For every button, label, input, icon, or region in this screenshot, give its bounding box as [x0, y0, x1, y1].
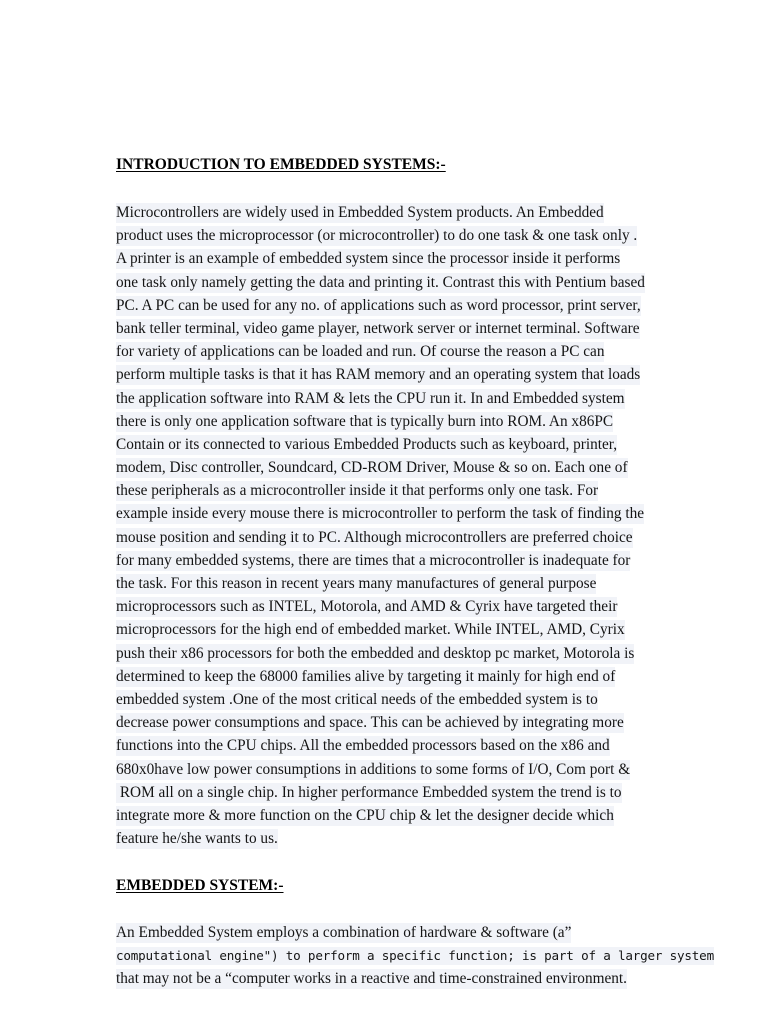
line-text: for many embedded systems, there are times that a microcontroller is inadequate for — [116, 551, 631, 569]
line-text: the application software into RAM & lets the CPU run it. In and Embedded system — [116, 389, 625, 407]
paragraph-line — [116, 433, 676, 456]
section-body-embedded-system — [116, 921, 714, 991]
line-text: Contain or its connected to various Embedded Products such as keyboard, printer, — [116, 435, 618, 453]
paragraph-line — [116, 387, 676, 410]
line-text: ROM all on a single chip. In higher performance Embedded system the trend is to — [116, 783, 622, 801]
section-heading-introduction: INTRODUCTION TO EMBEDDED SYSTEMS:- — [116, 156, 446, 173]
paragraph-line — [116, 456, 676, 479]
paragraph-line — [116, 317, 676, 340]
paragraph-line — [116, 642, 676, 665]
paragraph-line — [116, 526, 676, 549]
line-text: embedded system .One of the most critical needs of the embedded system is to — [116, 690, 598, 708]
paragraph-line — [116, 247, 676, 270]
paragraph-line — [116, 410, 676, 433]
paragraph-line — [116, 827, 676, 850]
section-heading-embedded-system: EMBEDDED SYSTEM:- — [116, 877, 284, 894]
line-text: there is only one application software that is typically burn into ROM. An x86PC — [116, 412, 614, 430]
paragraph-line — [116, 921, 676, 944]
paragraph-line — [116, 758, 676, 781]
section-body-introduction — [116, 201, 676, 850]
line-text: Microcontrollers are widely used in Embedded System products. An Embedded — [116, 204, 604, 221]
paragraph-line — [116, 340, 676, 363]
paragraph-line — [116, 572, 676, 595]
line-text: the task. For this reason in recent years many manufactures of general purpose — [116, 575, 597, 592]
line-text: example inside every mouse there is microcontroller to perform the task of finding the — [116, 505, 645, 523]
line-text: modem, Disc controller, Soundcard, CD-ROM Driver, Mouse & so on. Each one of — [116, 459, 628, 477]
line-text: 680x0have low power consumptions in additions to some forms of I/O, Com port & — [116, 760, 631, 778]
line-text: microprocessors such as INTEL, Motorola, and AMD & Cyrix have targeted their — [116, 598, 618, 616]
paragraph-line — [116, 502, 676, 525]
line-text: functions into the CPU chips. All the embedded processors based on the x86 and — [116, 737, 610, 755]
line-text: these peripherals as a microcontroller inside it that performs only one task. For — [116, 482, 599, 500]
line-text: determined to keep the 68000 families alive by targeting it mainly for high end of — [116, 667, 616, 685]
line-text: bank teller terminal, video game player, network server or internet terminal. Software — [116, 319, 640, 337]
line-text: An Embedded System employs a combination of hardware & software (a” — [116, 924, 572, 941]
line-text: decrease power consumptions and space. This can be achieved by integrating more — [116, 714, 624, 732]
paragraph-line — [116, 363, 676, 386]
paragraph-line — [116, 665, 676, 688]
paragraph-line — [116, 595, 676, 618]
paragraph-line — [116, 271, 676, 294]
paragraph-line — [116, 549, 676, 572]
line-text: microprocessors for the high end of embedded market. While INTEL, AMD, Cyrix — [116, 621, 625, 639]
line-text: product uses the microprocessor (or microcontroller) to do one task & one task only . — [116, 227, 638, 245]
paragraph-line — [116, 734, 676, 757]
paragraph-line — [116, 479, 676, 502]
line-text: A printer is an example of embedded system since the processor inside it performs — [116, 250, 621, 268]
line-text: feature he/she wants to us. — [116, 830, 278, 848]
line-text: perform multiple tasks is that it has RAM memory and an operating system that loads — [116, 366, 641, 384]
paragraph-line — [116, 711, 676, 734]
line-text-part: computational engine") — [116, 948, 279, 964]
paragraph-line — [116, 294, 676, 317]
line-text-part: that may not be a “ — [116, 970, 232, 988]
paragraph-line — [116, 804, 676, 827]
paragraph-line — [116, 618, 676, 641]
paragraph-line — [116, 944, 714, 967]
line-text: one task only namely getting the data and printing it. Contrast this with Pentium based — [116, 273, 645, 291]
line-text: PC. A PC can be used for any no. of applications such as word processor, print server, — [116, 296, 641, 314]
line-text: mouse position and sending it to PC. Although microcontrollers are preferred choice — [116, 528, 633, 546]
paragraph-line — [116, 781, 676, 804]
line-text: push their x86 processors for both the embedded and desktop pc market, Motorola is — [116, 644, 635, 662]
paragraph-line — [116, 224, 676, 247]
paragraph-line — [116, 201, 676, 224]
line-text-part: computer works in a reactive and time-constrained environment. — [231, 970, 627, 988]
line-text: integrate more & more function on the CPU chip & let the designer decide which — [116, 806, 614, 824]
line-text-part: to perform a specific function; is part of a larger system — [278, 948, 714, 964]
paragraph-line — [116, 967, 676, 990]
line-text: for variety of applications can be loaded and run. Of course the reason a PC can — [116, 343, 605, 361]
paragraph-line — [116, 688, 676, 711]
